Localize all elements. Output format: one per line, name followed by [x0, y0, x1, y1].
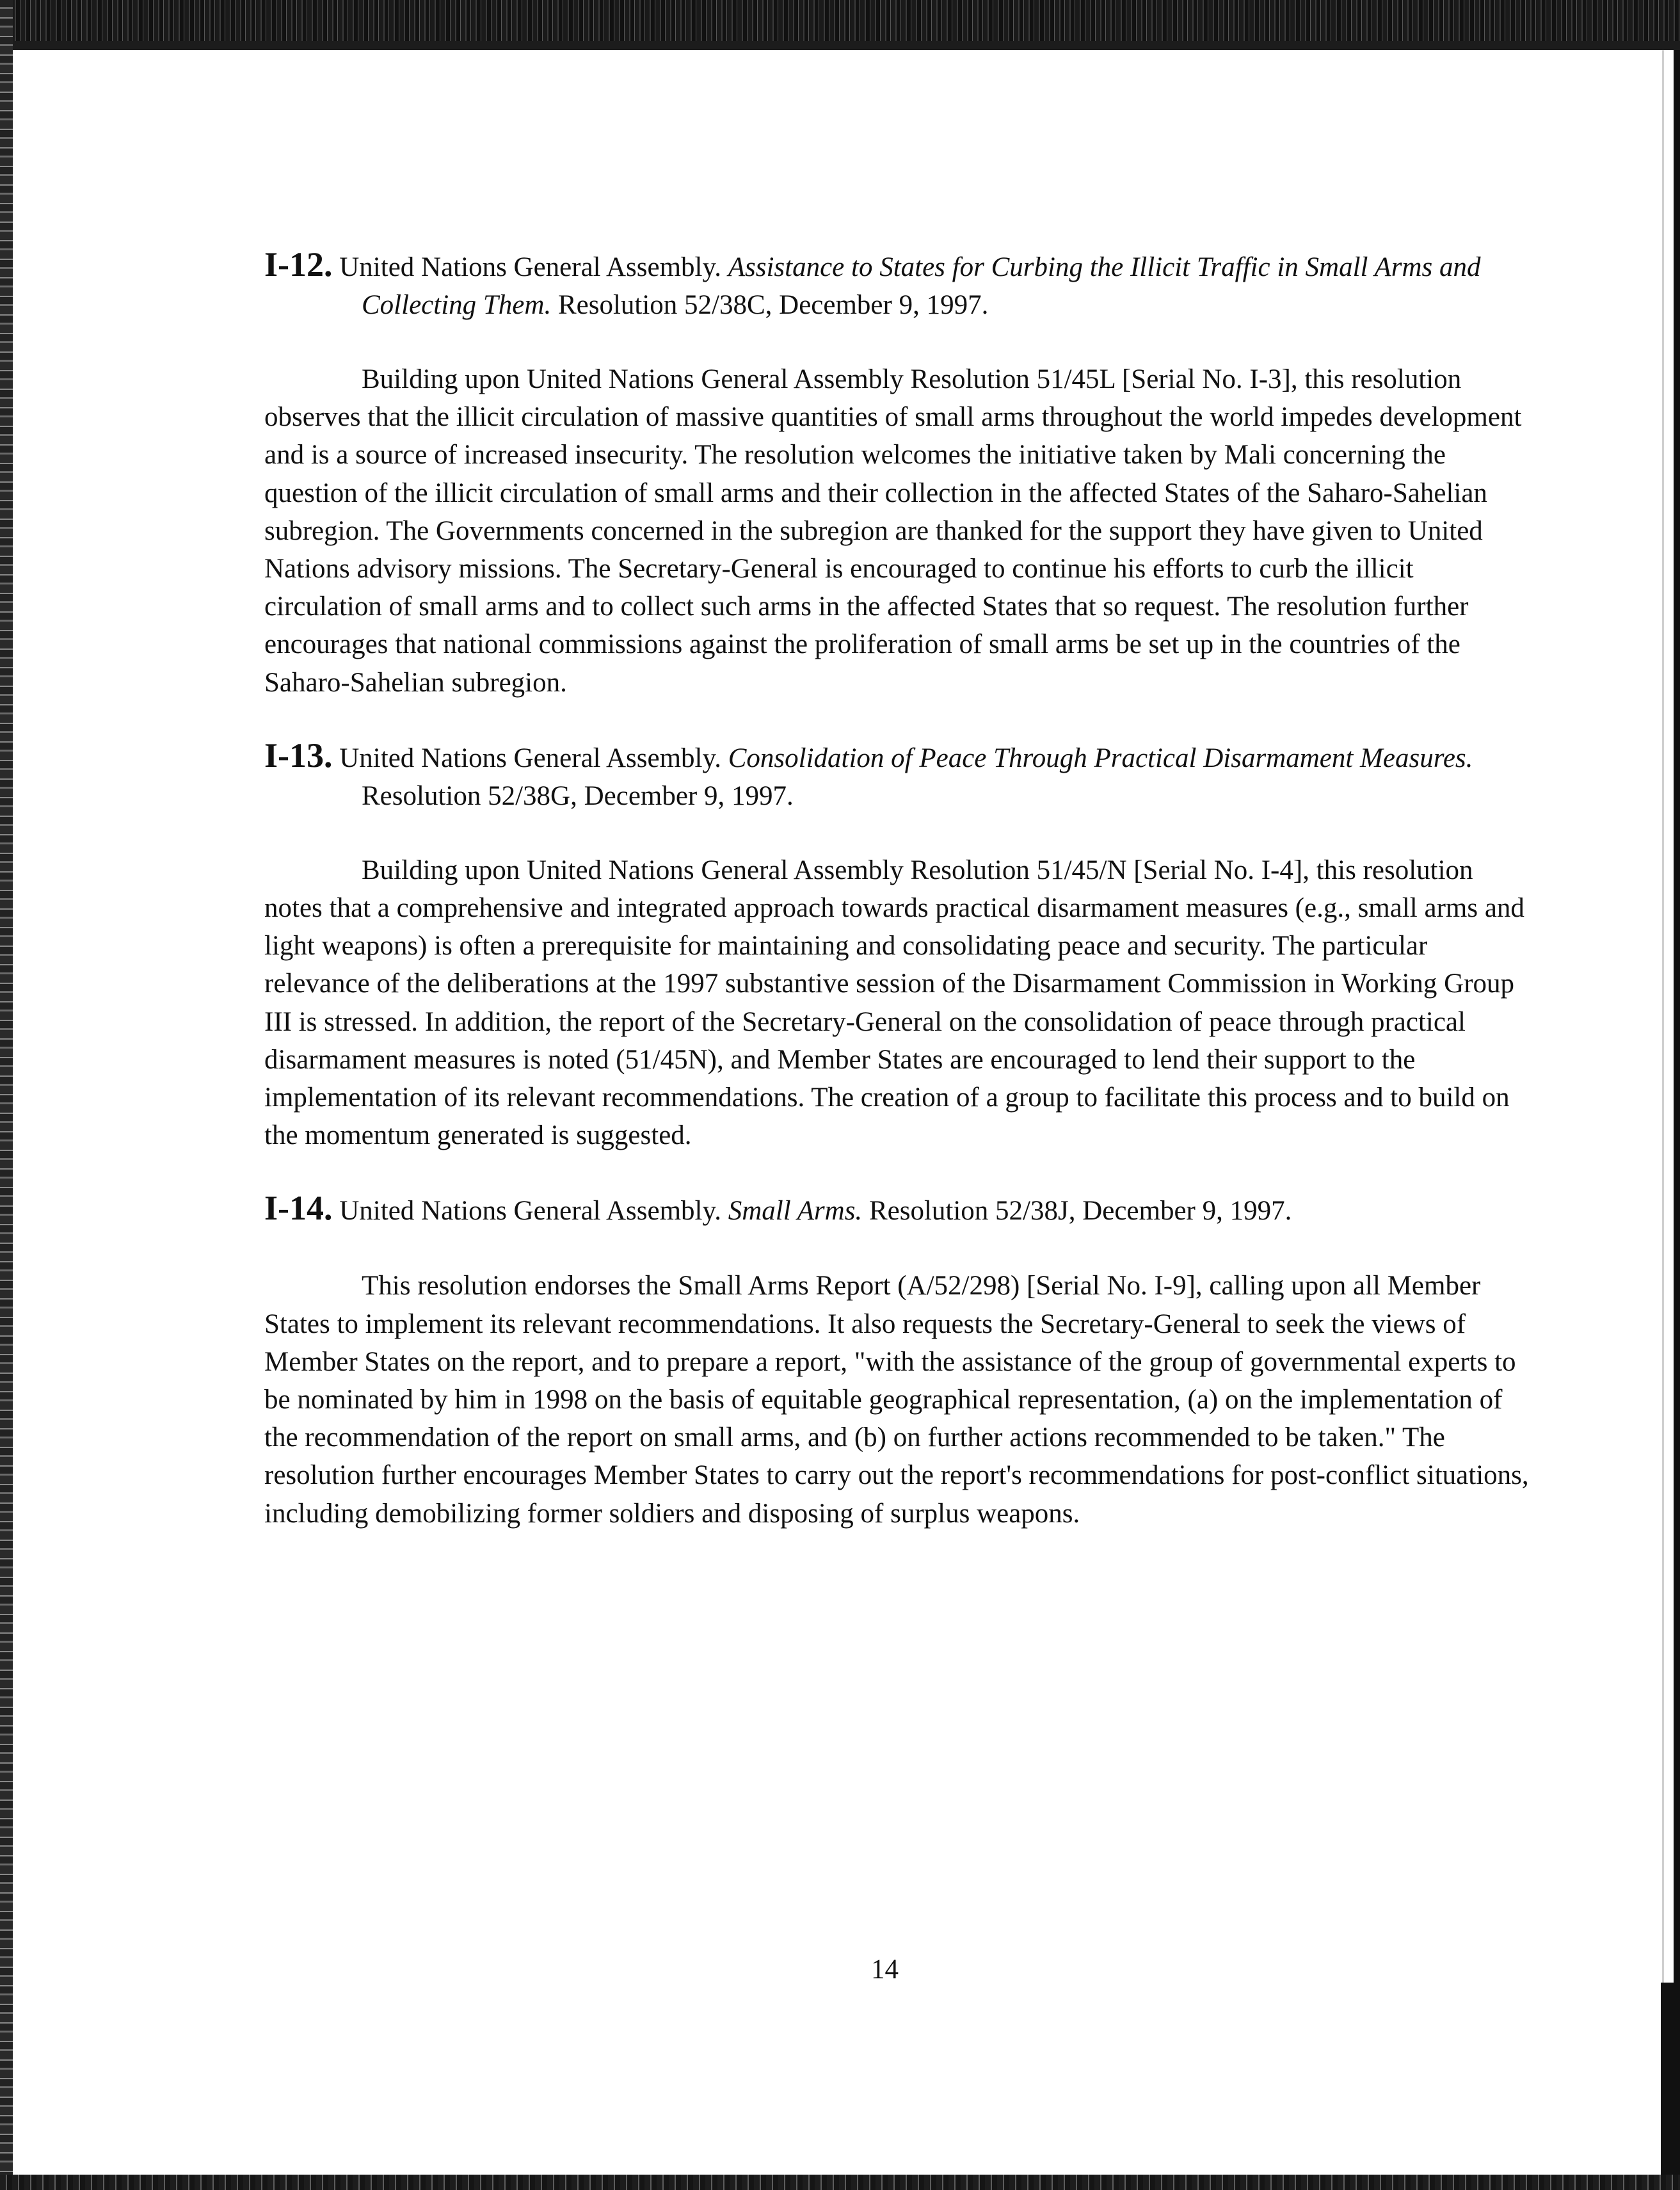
entry-summary: Building upon United Nations General Assembly Resolution 51/45/N [Serial No. I-4], this resolution notes that a comprehensive and integrated approach towards practical disarmament measures (e.g., small arms and light weapons) is often a prerequisite for maintaining and consolidating peace and security. The particular relevance of the deliberations at the 1997 substantive session of the Disarmament Commission in Working Group III is stressed. In addition, the report of the Secretary-General on the consolidation of peace through practical disarmament measures is noted (51/45N), and Member States are encouraged to lend their support to the implementation of its relevant recommendations. The creation of a group to facilitate this process and to build on the momentum generated is suggested.	[264, 855, 1524, 1151]
entry-citation: Resolution 52/38C, December 9, 1997.	[557, 290, 989, 320]
entry-summary: Building upon United Nations General Assembly Resolution 51/45L [Serial No. I-3], this resolution observes that the illicit circulation of massive quantities of small arms throughout the world impedes development and is a source of increased insecurity. The resolution welcomes the initiative taken by Mali concerning the question of the illicit circulation of small arms and their collection in the affected States of the Saharo-Sahelian subregion. The Governments concerned in the subregion are thanked for the support they have given to United Nations advisory missions. The Secretary-General is encouraged to continue his efforts to curb the illicit circulation of small arms and to collect such arms in the affected States that so request. The resolution further encourages that national commissions against the proliferation of small arms be set up in the countries of the Saharo-Sahelian subregion.	[264, 364, 1522, 698]
entry-title: Assistance to States for Curbing the Illicit Traffic in Small Arms and Collecting Them.	[362, 252, 1481, 320]
scan-border-left	[0, 0, 13, 2190]
scan-border-right-bottom	[1635, 1983, 1680, 2175]
entry-heading	[264, 737, 1532, 815]
entry-title: Small Arms.	[728, 1196, 863, 1227]
entry-source: United Nations General Assembly.	[339, 1196, 721, 1227]
scan-border-bottom	[0, 2175, 1680, 2190]
entry-source: United Nations General Assembly.	[339, 743, 721, 773]
entry-title: Consolidation of Peace Through Practical Disarmament Measures.	[728, 743, 1473, 773]
entry-number: I-13.	[264, 736, 333, 775]
entry-heading	[264, 1189, 1532, 1230]
entry-number: I-12.	[264, 245, 333, 284]
entry-number: I-14.	[264, 1189, 333, 1228]
entry-summary: This resolution endorses the Small Arms Report (A/52/298) [Serial No. I-9], calling upon all Member States to implement its relevant recommendations. It also requests the Secretary-General to seek the views of Member States on the report, and to prepare a report, "with the assistance of the group of governmental experts to be nominated by him in 1998 on the basis of equitable geographical representation, (a) on the implementation of the recommendation of the report on small arms, and (b) on further actions recommended to be taken." The resolution further encourages Member States to carry out the report's recommendations for post-conflict situations, including demobilizing former soldiers and disposing of surplus weapons.	[264, 1271, 1529, 1529]
scan-border-right	[1658, 50, 1680, 2175]
entry-citation: Resolution 52/38G, December 9, 1997.	[362, 780, 794, 811]
entry-source: United Nations General Assembly.	[339, 252, 721, 282]
page-number: 14	[871, 1954, 899, 1985]
document-content	[264, 246, 1532, 1533]
entry-heading	[264, 246, 1532, 324]
entry-citation: Resolution 52/38J, December 9, 1997.	[868, 1196, 1292, 1227]
scan-border-top	[0, 0, 1680, 50]
